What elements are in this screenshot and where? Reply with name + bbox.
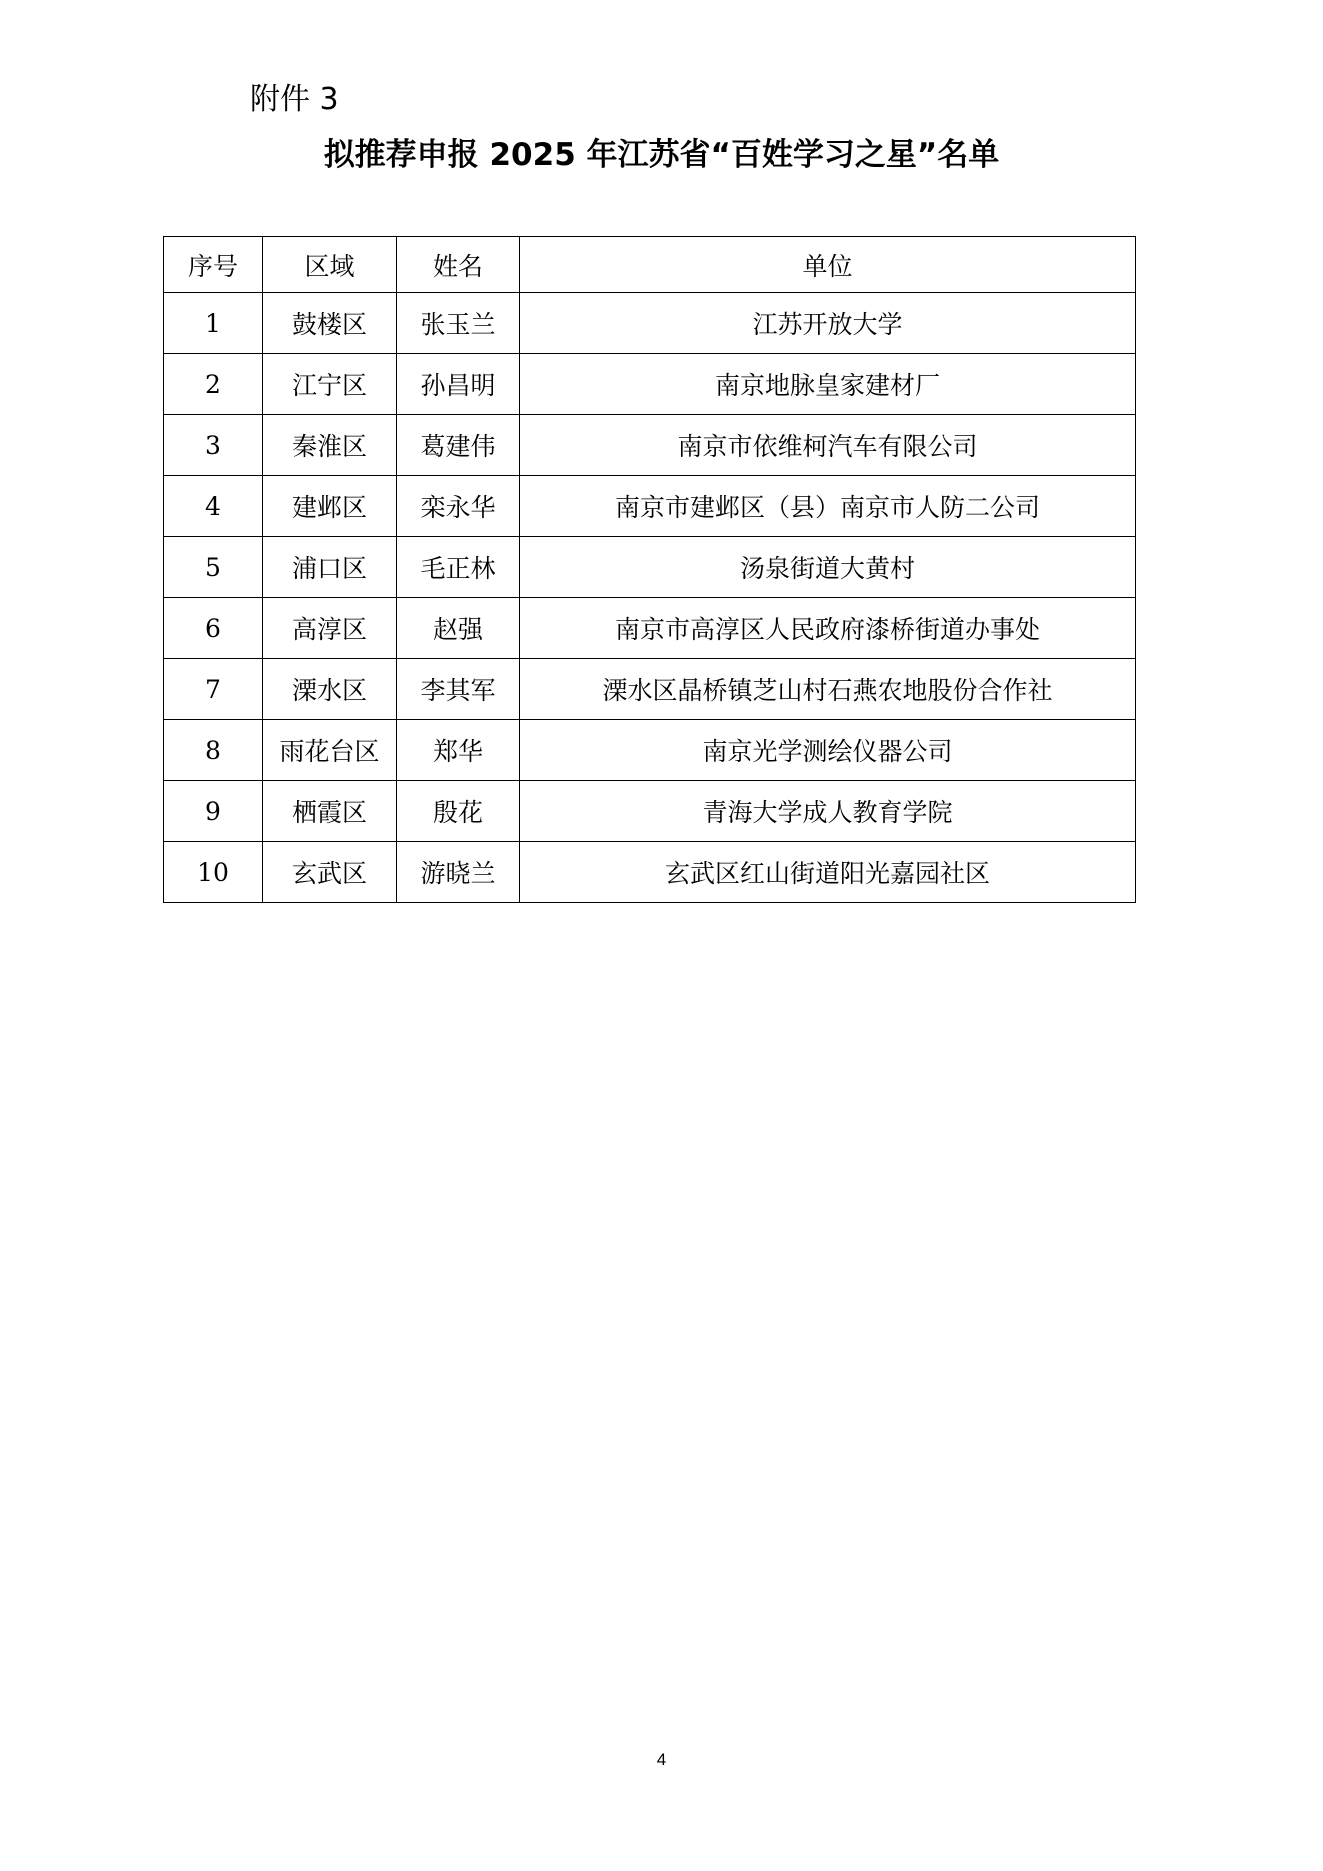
header-unit: 单位 <box>520 237 1136 293</box>
cell-name: 孙昌明 <box>397 354 520 415</box>
header-name: 姓名 <box>397 237 520 293</box>
cell-district: 秦淮区 <box>263 415 397 476</box>
cell-unit: 溧水区晶桥镇芝山村石燕农地股份合作社 <box>520 659 1136 720</box>
cell-district: 高淳区 <box>263 598 397 659</box>
cell-name: 栾永华 <box>397 476 520 537</box>
cell-index: 10 <box>164 842 263 903</box>
table-row <box>164 415 1136 476</box>
cell-index: 3 <box>164 415 263 476</box>
cell-index: 4 <box>164 476 263 537</box>
cell-district: 建邺区 <box>263 476 397 537</box>
header-district: 区域 <box>263 237 397 293</box>
cell-district: 鼓楼区 <box>263 293 397 354</box>
cell-unit: 南京市依维柯汽车有限公司 <box>520 415 1136 476</box>
cell-unit: 玄武区红山街道阳光嘉园社区 <box>520 842 1136 903</box>
cell-index: 8 <box>164 720 263 781</box>
cell-index: 7 <box>164 659 263 720</box>
table-row <box>164 659 1136 720</box>
cell-unit: 江苏开放大学 <box>520 293 1136 354</box>
cell-index: 1 <box>164 293 263 354</box>
table-header-row <box>164 237 1136 293</box>
table-row <box>164 598 1136 659</box>
cell-unit: 汤泉街道大黄村 <box>520 537 1136 598</box>
cell-district: 江宁区 <box>263 354 397 415</box>
cell-district: 溧水区 <box>263 659 397 720</box>
header-index: 序号 <box>164 237 263 293</box>
table-row <box>164 537 1136 598</box>
table-row <box>164 781 1136 842</box>
cell-unit: 南京市建邺区（县）南京市人防二公司 <box>520 476 1136 537</box>
cell-unit: 南京地脉皇家建材厂 <box>520 354 1136 415</box>
page-number: 4 <box>656 1750 667 1769</box>
cell-index: 2 <box>164 354 263 415</box>
table-row <box>164 354 1136 415</box>
cell-name: 李其军 <box>397 659 520 720</box>
table-row <box>164 720 1136 781</box>
cell-name: 游晓兰 <box>397 842 520 903</box>
cell-unit: 南京市高淳区人民政府漆桥街道办事处 <box>520 598 1136 659</box>
cell-unit: 南京光学测绘仪器公司 <box>520 720 1136 781</box>
recommendation-table <box>163 236 1136 903</box>
cell-unit: 青海大学成人教育学院 <box>520 781 1136 842</box>
cell-name: 郑华 <box>397 720 520 781</box>
attachment-label: 附件 3 <box>250 82 339 117</box>
cell-name: 赵强 <box>397 598 520 659</box>
table-row <box>164 293 1136 354</box>
cell-index: 9 <box>164 781 263 842</box>
cell-name: 殷花 <box>397 781 520 842</box>
cell-name: 张玉兰 <box>397 293 520 354</box>
cell-district: 浦口区 <box>263 537 397 598</box>
cell-name: 毛正林 <box>397 537 520 598</box>
cell-district: 栖霞区 <box>263 781 397 842</box>
cell-index: 6 <box>164 598 263 659</box>
table-row <box>164 842 1136 903</box>
cell-name: 葛建伟 <box>397 415 520 476</box>
cell-district: 雨花台区 <box>263 720 397 781</box>
cell-index: 5 <box>164 537 263 598</box>
document-title: 拟推荐申报 2025 年江苏省“百姓学习之星”名单 <box>323 137 1000 173</box>
table-row <box>164 476 1136 537</box>
cell-district: 玄武区 <box>263 842 397 903</box>
